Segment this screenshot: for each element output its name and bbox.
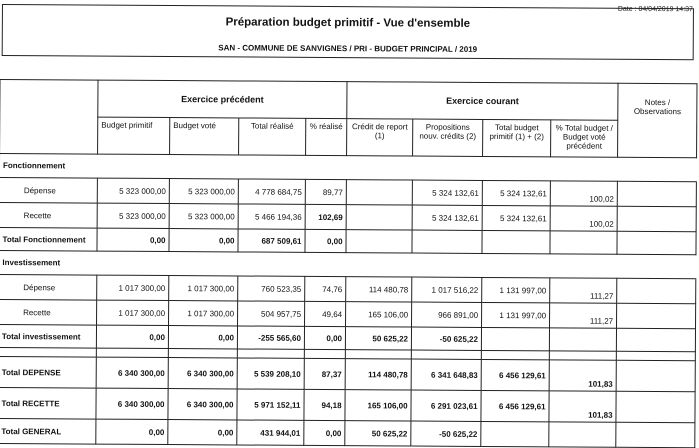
section-fonctionnement: Fonctionnement (0, 154, 697, 182)
row-label: Total investissement (0, 324, 97, 348)
group-exercice-courant: Exercice courant (347, 82, 618, 121)
cell-pct-realise: 49,64 (305, 301, 346, 326)
row-label: Recette (0, 299, 97, 325)
cell-total-realise: 431 944,01 (237, 420, 304, 445)
cell-total-budget: 1 131 997,00 (482, 302, 550, 327)
page-title: Préparation budget primitif - Vue d'ensemble (225, 16, 471, 30)
cell-credit-report (346, 180, 412, 205)
cell-budget-primitif: 1 017 300,00 (97, 300, 169, 325)
cell-notes (616, 391, 695, 422)
row-label: Dépense (0, 274, 97, 300)
header-notes: Notes / Observations (618, 83, 697, 157)
section-investissement: Investissement (0, 250, 696, 278)
cell-budget-vote: 0,00 (168, 420, 237, 445)
cell-credit-report: 114 480,78 (346, 277, 412, 302)
cell-pct-total (549, 328, 616, 351)
cell-credit-report: 165 106,00 (345, 390, 411, 421)
cell-total-budget: 6 456 129,61 (481, 359, 549, 390)
cell-total-realise: 687 509,61 (238, 229, 305, 252)
cell-total-budget: 6 456 129,61 (481, 390, 549, 421)
cell-budget-vote: 1 017 300,00 (169, 276, 238, 301)
cell-pct-realise: 89,77 (305, 179, 346, 204)
col-budget-primitif: Budget primitif (98, 117, 170, 154)
cell-total-realise: 504 957,75 (238, 301, 305, 326)
col-credit-report: Crédit de report (1) (347, 119, 413, 156)
cell-credit-report: 50 625,22 (345, 421, 411, 446)
cell-total-budget: 5 324 132,61 (482, 205, 550, 230)
group-exercice-precedent: Exercice précédent (98, 80, 347, 119)
cell-pct-total (550, 231, 617, 254)
row-label: Recette (0, 202, 97, 228)
cell-credit-report (346, 230, 412, 253)
cell-pct-total: 100,02 (550, 206, 617, 231)
cell-total-budget: 5 324 132,61 (482, 180, 550, 205)
row-label: Total GENERAL (0, 418, 96, 444)
cell-budget-vote: 0,00 (169, 229, 238, 252)
col-budget-vote: Budget voté (170, 118, 239, 155)
print-date: Date : 04/04/2019 14:37 (617, 5, 693, 14)
cell-pct-total: 101,83 (549, 360, 616, 391)
budget-table (0, 79, 698, 448)
cell-credit-report: 165 106,00 (346, 302, 412, 327)
row-label: Total DEPENSE (0, 356, 96, 388)
cell-pct-total: 111,27 (550, 278, 617, 303)
header-corner (0, 80, 98, 155)
cell-budget-primitif: 0,00 (96, 325, 168, 348)
row-label: Dépense (0, 177, 97, 203)
col-total-realise: Total réalisé (239, 118, 306, 155)
cell-budget-primitif: 0,00 (97, 228, 169, 251)
cell-budget-vote: 6 340 300,00 (168, 389, 237, 420)
cell-notes (616, 422, 695, 447)
cell-propositions: -50 625,22 (411, 421, 481, 446)
cell-credit-report: 50 625,22 (345, 327, 411, 350)
cell-budget-primitif: 1 017 300,00 (97, 275, 169, 300)
cell-pct-total: 111,27 (550, 303, 617, 328)
cell-budget-vote: 5 323 000,00 (169, 204, 238, 229)
cell-credit-report (346, 205, 412, 230)
cell-pct-realise: 102,69 (305, 204, 346, 229)
col-total-budget-primitif: Total budget primitif (1) + (2) (483, 119, 551, 156)
col-pct-realise: % réalisé (306, 118, 347, 155)
row-label: Total RECETTE (0, 387, 96, 419)
cell-notes (616, 328, 695, 351)
cell-total-realise: 760 523,35 (238, 276, 305, 301)
cell-total-realise: 4 778 684,75 (238, 179, 305, 204)
cell-pct-realise: 74,76 (305, 276, 346, 301)
report-header (2, 4, 694, 60)
cell-pct-total (549, 422, 616, 447)
cell-propositions: 5 324 132,61 (412, 180, 482, 205)
cell-budget-vote: 6 340 300,00 (168, 358, 237, 389)
cell-budget-primitif: 6 340 300,00 (96, 388, 168, 419)
cell-budget-primitif: 5 323 000,00 (97, 203, 169, 228)
cell-propositions: 1 017 516,22 (412, 277, 482, 302)
cell-pct-realise: 94,18 (304, 389, 345, 420)
cell-propositions: -50 625,22 (411, 327, 481, 350)
cell-propositions: 966 891,00 (412, 302, 482, 327)
cell-total-realise: 5 466 194,36 (238, 204, 305, 229)
cell-pct-total: 101,83 (549, 391, 616, 422)
col-pct-total-budget: % Total budget / Budget voté précédent (551, 120, 618, 157)
cell-notes (617, 278, 696, 303)
cell-credit-report: 114 480,78 (345, 359, 411, 390)
cell-budget-primitif: 5 323 000,00 (97, 178, 169, 203)
cell-propositions: 6 341 648,83 (411, 359, 481, 390)
cell-propositions (412, 230, 482, 253)
cell-notes (617, 181, 696, 206)
cell-notes (617, 206, 696, 231)
cell-pct-realise: 0,00 (304, 326, 345, 349)
page-subtitle: SAN - COMMUNE DE SANVIGNES / PRI - BUDGET PRINCIPAL / 2019 (218, 43, 478, 54)
cell-total-budget: 1 131 997,00 (482, 277, 550, 302)
cell-pct-realise: 0,00 (304, 420, 345, 445)
cell-total-budget (482, 230, 550, 253)
cell-pct-total: 100,02 (550, 181, 617, 206)
cell-pct-realise: 87,37 (304, 358, 345, 389)
cell-budget-vote: 0,00 (168, 326, 237, 349)
cell-total-realise: 5 971 152,11 (237, 389, 304, 420)
cell-total-realise: -255 565,60 (237, 326, 304, 349)
table-row-total (0, 356, 695, 391)
col-propositions: Propositions nouv. crédits (2) (413, 119, 483, 156)
table-row-total (0, 418, 695, 447)
cell-propositions: 5 324 132,61 (412, 205, 482, 230)
row-label: Total Fonctionnement (0, 227, 97, 251)
cell-total-budget (481, 421, 549, 446)
cell-budget-vote: 1 017 300,00 (169, 301, 238, 326)
cell-total-budget (481, 327, 549, 350)
cell-budget-primitif: 0,00 (96, 419, 168, 444)
table-row-total (0, 387, 695, 422)
cell-total-realise: 5 539 208,10 (237, 358, 304, 389)
cell-notes (616, 360, 695, 391)
cell-pct-realise: 0,00 (305, 229, 346, 252)
cell-notes (617, 231, 696, 254)
cell-propositions: 6 291 023,61 (411, 390, 481, 421)
cell-budget-vote: 5 323 000,00 (169, 179, 238, 204)
cell-notes (617, 303, 696, 328)
cell-budget-primitif: 6 340 300,00 (96, 357, 168, 388)
